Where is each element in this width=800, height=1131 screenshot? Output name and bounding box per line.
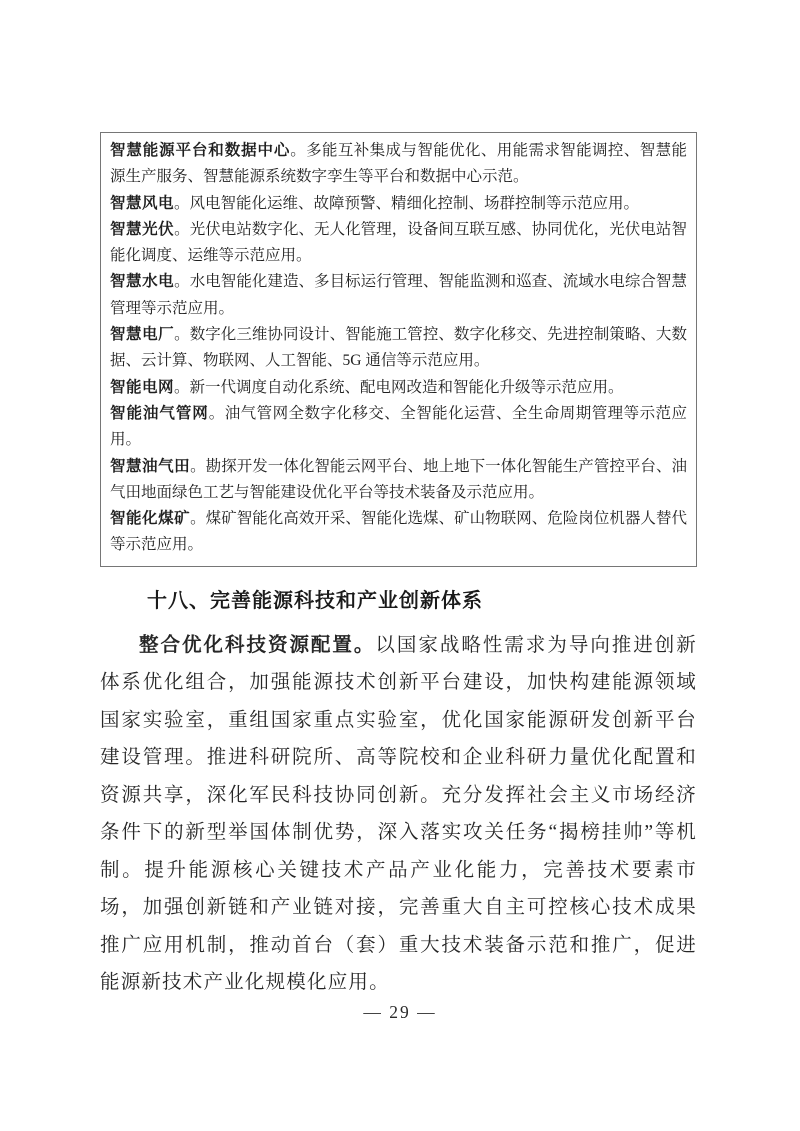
list-item bbox=[110, 375, 687, 401]
paragraph-lead: 整合优化科技资源配置。 bbox=[139, 634, 376, 656]
list-item bbox=[110, 454, 687, 507]
list-item bbox=[110, 217, 687, 270]
item-separator: 。 bbox=[174, 220, 190, 238]
item-separator: 。 bbox=[208, 404, 225, 422]
item-separator: 。 bbox=[174, 378, 190, 396]
section-heading: 十八、完善能源科技和产业创新体系 bbox=[147, 589, 483, 612]
item-body: 新一代调度自动化系统、配电网改造和智能化升级等示范应用。 bbox=[189, 378, 624, 396]
page-content bbox=[100, 132, 697, 1002]
item-heading: 智能油气管网 bbox=[110, 404, 209, 422]
item-heading: 智慧电厂 bbox=[110, 326, 175, 344]
item-separator: 。 bbox=[174, 326, 190, 344]
item-separator: 。 bbox=[174, 273, 190, 291]
item-body: 风电智能化运维、故障预警、精细化控制、场群控制等示范应用。 bbox=[189, 194, 640, 212]
list-item bbox=[110, 138, 687, 191]
item-body: 煤矿智能化高效开采、智能化选煤、矿山物联网、危险岗位机器人替代等示范应用。 bbox=[110, 510, 687, 554]
list-item bbox=[110, 191, 687, 217]
item-body: 油气管网全数字化移交、全智能化运营、全生命周期管理等示范应用。 bbox=[110, 404, 687, 449]
item-heading: 智能电网 bbox=[110, 378, 175, 396]
body-paragraph bbox=[100, 627, 697, 1002]
item-body: 勘探开发一体化智能云网平台、地上地下一体化智能生产管控平台、油气田地面绿色工艺与智能建设优化平台等技术装备及示范应用。 bbox=[110, 457, 687, 501]
item-heading: 智慧油气田 bbox=[110, 457, 191, 475]
item-heading: 智慧水电 bbox=[110, 273, 175, 291]
paragraph-body: 以国家战略性需求为导向推进创新体系优化组合，加强能源技术创新平台建设，加快构建能源领域国家实验室，重组国家重点实验室，优化国家能源研发创新平台建设管理。推进科研院所、高等院校和企业科研力量优化配置和资源共享，深化军民科技协同创新。充分发挥社会主义市场经济条件下的新型举国体制优势，深入落实攻关任务“揭榜挂帅”等机制。提升能源核心关键技术产品产业化能力，完善技术要素市场，加强创新链和产业链对接，完善重大自主可控核心技术成果推广应用机制，推动首台（套）重大技术装备示范和推广，促进能源新技术产业化规模化应用。 bbox=[100, 634, 697, 994]
item-separator: 。 bbox=[174, 194, 190, 212]
list-item bbox=[110, 401, 687, 454]
list-item bbox=[110, 506, 687, 559]
item-heading: 智慧能源平台和数据中心 bbox=[110, 142, 291, 159]
item-body: 多能互补集成与智能优化、用能需求智能调控、智慧能源生产服务、智慧能源系统数字孪生等平台和数据中心示范。 bbox=[110, 142, 687, 186]
item-separator: 。 bbox=[190, 510, 206, 528]
item-separator: 。 bbox=[290, 142, 307, 159]
item-body: 水电智能化建造、多目标运行管理、智能监测和巡查、流域水电综合智慧管理等示范应用。 bbox=[110, 273, 687, 317]
item-body: 光伏电站数字化、无人化管理，设备间互联互感、协同优化，光伏电站智能化调度、运维等示范应用。 bbox=[110, 220, 687, 265]
item-body: 数字化三维协同设计、智能施工管控、数字化移交、先进控制策略、大数据、云计算、物联网、人工智能、5G 通信等示范应用。 bbox=[110, 326, 687, 370]
item-heading: 智慧风电 bbox=[110, 194, 175, 212]
page-number: — 29 — bbox=[363, 1002, 437, 1022]
smart-energy-demo-box bbox=[100, 132, 697, 567]
item-heading: 智能化煤矿 bbox=[110, 510, 191, 528]
list-item bbox=[110, 322, 687, 375]
item-heading: 智慧光伏 bbox=[110, 220, 175, 238]
item-separator: 。 bbox=[190, 457, 206, 475]
list-item bbox=[110, 269, 687, 322]
